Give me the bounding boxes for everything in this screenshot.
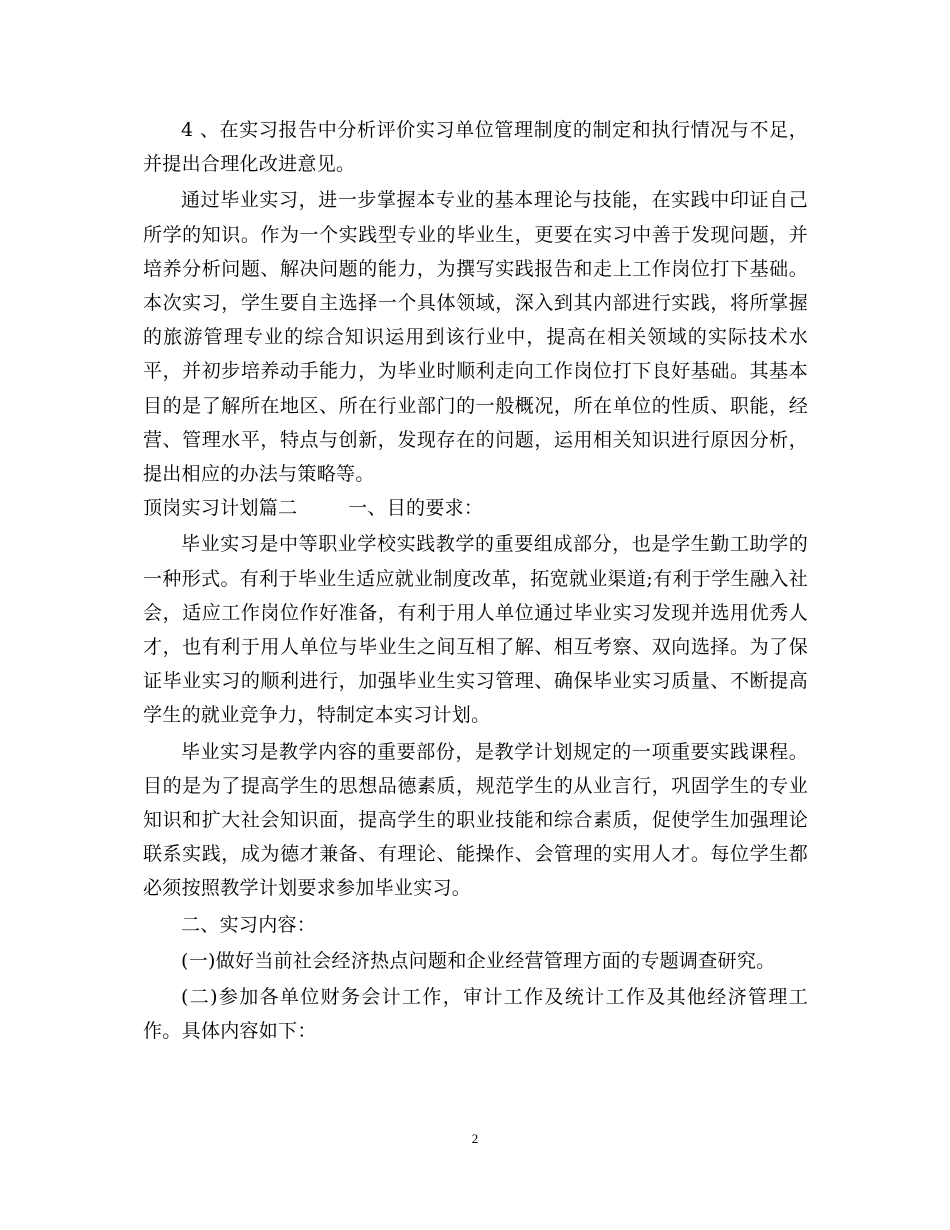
section-heading-plan-two: 顶岗实习计划篇二 一、目的要求： — [143, 497, 484, 520]
paragraph-internship-purpose: 通过毕业实习，进一步掌握本专业的基本理论与技能，在实践中印证自己所学的知识。作为一个实践型专业的毕业生，更要在实习中善于发现问题，并培养分析问题、解决问题的能力，为撰写实践报告和走上工作岗位打下基础。 本次实习，学生要自主选择一个具体领域，深入到其内部进行实践，将所掌握的旅游管理专业的综合知识运用到该行业中，提高在相关领域的实际技术水平，并初步培养动手能力，为毕业时顺利走向工作岗位打下良好基础。其基本目的是了解所在地区、所在行业部门的一般概况，所在单位的性质、职能，经营、管理水平，特点与创新，发现存在的问题，运用相关知识进行原因分析，提出相应的办法与策略等。 — [143, 189, 808, 486]
section-heading-internship-content: 二、实习内容： — [181, 913, 317, 936]
paragraph-teaching-content: 毕业实习是教学内容的重要部份，是教学计划规定的一项重要实践课程。目的是为了提高学生的思想品德素质，规范学生的从业言行，巩固学生的专业知识和扩大社会知识面，提高学生的职业技能和综合素质，促使学生加强理论联系实践，成为德才兼备、有理论、能操作、会管理的实用人才。每位学生都必须按照教学计划要求参加毕业实习。 — [143, 740, 808, 900]
list-item-research: (一)做好当前社会经济热点问题和企业经营管理方面的专题调查研究。 — [181, 949, 776, 972]
page-number: 2 — [471, 1131, 479, 1146]
document-body — [143, 113, 808, 1048]
paragraph-graduation-internship-role: 毕业实习是中等职业学校实践教学的重要组成部分，也是学生勤工助学的一种形式。有利于毕业生适应就业制度改革，拓宽就业渠道;有利于学生融入社会，适应工作岗位作好准备，有利于用人单位通过毕业实习发现并选用优秀人才，也有利于用人单位与毕业生之间互相了解、相互考察、双向选择。为了保证毕业实习的顺利进行，加强毕业生实习管理、确保毕业实习质量、不断提高学生的就业竞争力，特制定本实习计划。 — [143, 533, 808, 727]
list-item-accounting-work: (二)参加各单位财务会计工作，审计工作及统计工作及其他经济管理工作。具体内容如下： — [143, 986, 808, 1043]
paragraph-item-4: 4 、在实习报告中分析评价实习单位管理制度的制定和执行情况与不足，并提出合理化改进意见。 — [143, 119, 808, 176]
